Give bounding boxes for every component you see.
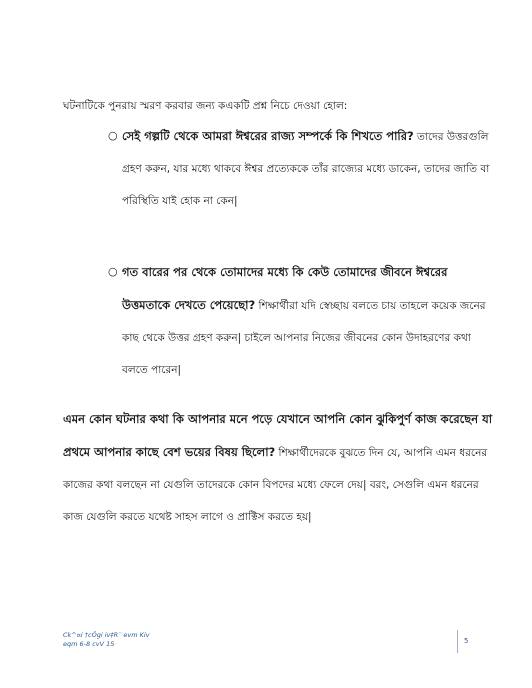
paragraph-text: শিক্ষার্থীদেরকে বুঝতে দিন যে, আপনি এমন ধরনের কাজের কথা বলছেন না যেগুলি তাদেরকে কোন বিপদের মধ্যে ফেলে দেয়| বরং, সেগুলি এমন ধরনের কাজ যেগুলি করতে যথেষ্ট সাহস লাগে ও প্রাক্টিস করতে হয়|	[63, 447, 488, 523]
bullet-circle-icon: ○	[108, 265, 118, 278]
bullet-circle-icon: ○	[108, 129, 118, 142]
footer-title: Ck^¤i †cÖgi iv‡R¨ evm Kiv	[63, 631, 150, 639]
page-footer	[63, 631, 283, 649]
paragraph-question: এমন কোন ঘটনার কথা কি আপনার মনে পড়ে যেখানে আপনি কোন ঝুকিপুর্ণ কাজ করেছেন যা প্রথমে আপনার কাছে বেশ ভয়ের বিষয় ছিলো?	[63, 412, 493, 459]
bullet-question: সেই গল্পটি থেকে আমরা ঈশ্বরের রাজ্য সম্পর্কে কি শিখতে পারি?	[122, 129, 414, 143]
intro-text: ঘটনাটিকে পুনরায় স্মরণ করবার জন্য কএকটি প্রশ্ন নিচে দেওয়া হোল:	[63, 100, 348, 112]
bullet-item-1	[108, 120, 492, 217]
bullet-answer: শিক্ষার্থীরা যদি স্বেচ্ছায় বলতে চায় তাহলে কয়েক জনের কাছ থেকে উত্তর গ্রহণ করুন| চাইলে আপনার নিজের জীবনের কোন উদাহরণের কথা বলতে পারেন|	[122, 300, 486, 376]
bullet-answer: তাদের উত্তরগুলি গ্রহণ করুন, যার মধ্যে থাকবে ঈশ্বর প্রত্যেককে তাঁর রাজ্যের মধ্যে ডাকেন, তাদের জাতি বা পরিস্থিতি যাই হোক না কেন|	[122, 131, 490, 207]
bullet-question: গত বারের পর থেকে তোমাদের মধ্যে কি কেউ তোমাদের জীবনে ঈশ্বরের উত্তমতাকে দেখতে পেয়েছো?	[122, 265, 448, 312]
body-paragraph	[63, 403, 495, 533]
footer-subtitle: eqm 6-8 cvV 15	[63, 640, 115, 648]
bullet-item-2	[108, 256, 492, 386]
page-number: 5	[464, 637, 469, 645]
footer-divider	[457, 630, 458, 653]
